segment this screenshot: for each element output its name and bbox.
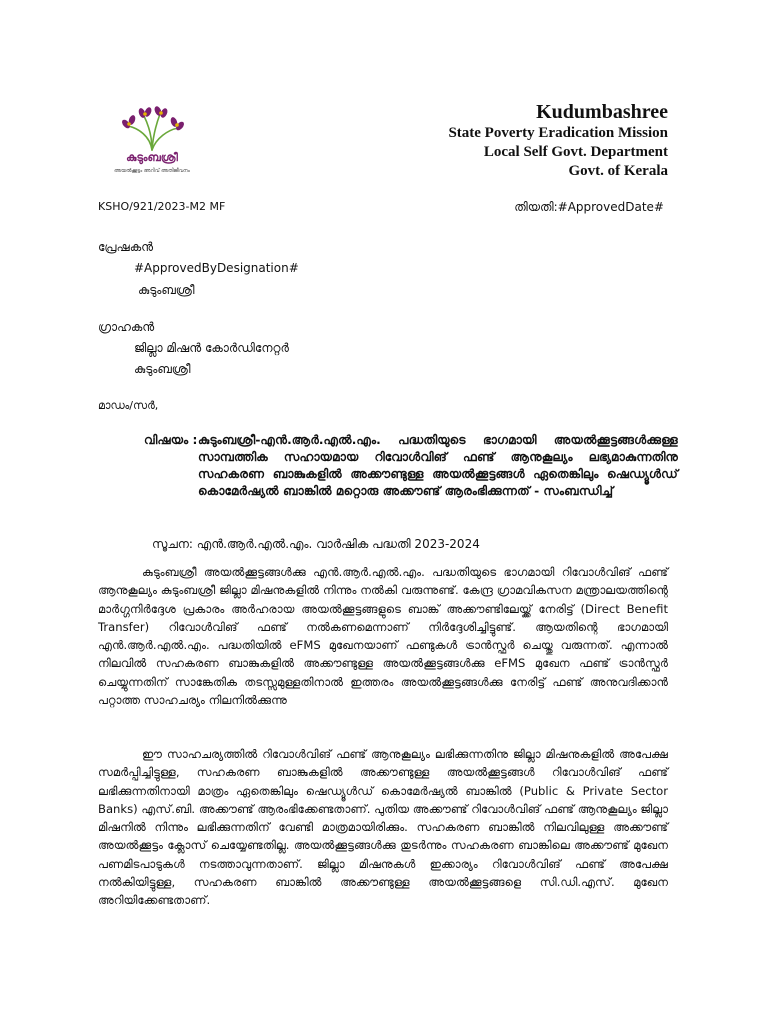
reference-note: സൂചന: എൻ.ആർ.എൽ.എം. വാർഷിക പദ്ധതി 2023-2024 bbox=[152, 537, 480, 551]
org-government: Govt. of Kerala bbox=[568, 163, 668, 179]
flower-emblem-icon bbox=[112, 106, 192, 152]
subject-label: വിഷയം : bbox=[144, 433, 198, 447]
sender-org: കുടുംബശ്രീ bbox=[138, 283, 195, 297]
reference-number: KSHO/921/2023-M2 MF bbox=[98, 200, 226, 213]
recipient-label: ഗ്രാഹകൻ bbox=[98, 320, 155, 334]
recipient-org: കുടുംബശ്രീ bbox=[134, 362, 191, 376]
recipient-designation: ജില്ലാ മിഷൻ കോർഡിനേറ്റർ bbox=[134, 341, 289, 355]
logo-text: കുടുംബശ്രീ bbox=[126, 151, 178, 164]
org-name: Kudumbashree bbox=[536, 101, 668, 123]
logo-tagline: അയൽക്കൂട്ടം അറിവ് അതിജീവനം bbox=[114, 168, 190, 174]
salutation: മാഡം/സർ, bbox=[98, 399, 159, 412]
subject-block bbox=[144, 432, 678, 500]
letterhead bbox=[448, 100, 668, 181]
sender-label: പ്രേഷകൻ bbox=[98, 240, 154, 254]
kudumbashree-logo bbox=[112, 106, 192, 182]
body-paragraph-2: ഈ സാഹചര്യത്തിൽ റിവോൾവിങ് ഫണ്ട് ആനുകൂല്യം ലഭിക്കുന്നതിനു ജില്ലാ മിഷനുകളിൽ അപേക്ഷ സമർപ്പിച്ചിട്ടുള്ള, സഹകരണ ബാങ്കുകളിൽ അക്കൗണ്ടുള്ള അയൽക്കൂട്ടങ്ങൾ റിവോൾവിങ് ഫണ്ട് ലഭിക്കുന്നതിനായി മാത്രം ഏതെങ്കിലും ഷെഡ്യൂൾഡ് കൊമേർഷ്യൽ ബാങ്കിൽ (Public & Private Sector Banks) എസ്.ബി. അക്കൗണ്ട് ആരംഭിക്കേണ്ടതാണ്. പുതിയ അക്കൗണ്ട് റിവോൾവിങ് ഫണ്ട് ആനുകൂല്യം ജില്ലാ മിഷനിൽ നിന്നും ലഭിക്കുന്നതിന് വേണ്ടി മാത്രമായിരിക്കും. സഹകരണ ബാങ്കിൽ നിലവിലുള്ള അക്കൗണ്ട് അയൽക്കൂട്ടം ക്ലോസ് ചെയ്യേണ്ടതില്ല. അയൽക്കൂട്ടങ്ങൾക്കു തുടർന്നും സഹകരണ ബാങ്കിലെ അക്കൗണ്ട് മുഖേന പണമിടപാടുകൾ നടത്താവുന്നതാണ്. ജില്ലാ മിഷനുകൾ ഇക്കാര്യം റിവോൾവിങ് ഫണ്ട് അപേക്ഷ നൽകിയിട്ടുള്ള, സഹകരണ ബാങ്കിൽ അക്കൗണ്ടുള്ള അയൽക്കൂട്ടങ്ങളെ സി.ഡി.എസ്. മുഖേന അറിയിക്കേണ്ടതാണ്. bbox=[98, 747, 668, 908]
sender-designation: #ApprovedByDesignation# bbox=[134, 261, 299, 275]
letter-date: തിയതി:#ApprovedDate# bbox=[514, 200, 664, 214]
subject-text: കുടുംബശ്രീ-എൻ.ആർ.എൽ.എം. പദ്ധതിയുടെ ഭാഗമായി അയൽക്കൂട്ടങ്ങൾക്കുള്ള സാമ്പത്തിക സഹായമായ റിവോൾവിങ് ഫണ്ട് ആനുകൂല്യം ലഭ്യമാകുന്നതിനു സഹകരണ ബാങ്കുകളിൽ അക്കൗണ്ടുള്ള അയൽക്കൂട്ടങ്ങൾ ഏതെങ്കിലും ഷെഡ്യൂൾഡ് കൊമേർഷ്യൽ ബാങ്കിൽ മറ്റൊരു അക്കൗണ്ട് ആരംഭിക്കുന്നത് - സംബന്ധിച്ച് bbox=[198, 433, 678, 498]
org-department: Local Self Govt. Department bbox=[483, 144, 668, 160]
org-mission: State Poverty Eradication Mission bbox=[448, 125, 668, 141]
body-paragraph-1: കുടുംബശ്രീ അയൽക്കൂട്ടങ്ങൾക്കു എൻ.ആർ.എൽ.എം. പദ്ധതിയുടെ ഭാഗമായി റിവോൾവിങ് ഫണ്ട് ആനുകൂല്യം കുടുംബശ്രീ ജില്ലാ മിഷനുകളിൽ നിന്നും നൽകി വരുന്നുണ്ട്. കേന്ദ്ര ഗ്രാമവികസന മന്ത്രാലയത്തിന്റെ മാർഗ്ഗനിർദ്ദേശ പ്രകാരം അർഹരായ അയൽക്കൂട്ടങ്ങളുടെ ബാങ്ക് അക്കൗണ്ടിലേയ്ക്ക് നേരിട്ട് (Direct Benefit Transfer) റിവോൾവിങ് ഫണ്ട് നൽകണമെന്നാണ് നിർദ്ദേശിച്ചിട്ടുണ്ട്. ആയതിന്റെ ഭാഗമായി എൻ.ആർ.എൽ.എം. പദ്ധതിയിൽ eFMS മുഖേനയാണ് ഫണ്ടുകൾ ട്രാൻസ്ഫർ ചെയ്തു വരുന്നത്. എന്നാൽ നിലവിൽ സഹകരണ ബാങ്കുകളിൽ അക്കൗണ്ടുള്ള അയൽക്കൂട്ടങ്ങൾക്കു eFMS മുഖേന ഫണ്ട് ട്രാൻസ്ഫർ ചെയ്യുന്നതിന് സാങ്കേതിക തടസ്സമുള്ളതിനാൽ ഇത്തരം അയൽക്കൂട്ടങ്ങൾക്കു നേരിട്ട് ഫണ്ട് അനുവദിക്കാൻ പറ്റാത്ത സാഹചര്യം നിലനിൽക്കുന്നു bbox=[98, 565, 668, 708]
